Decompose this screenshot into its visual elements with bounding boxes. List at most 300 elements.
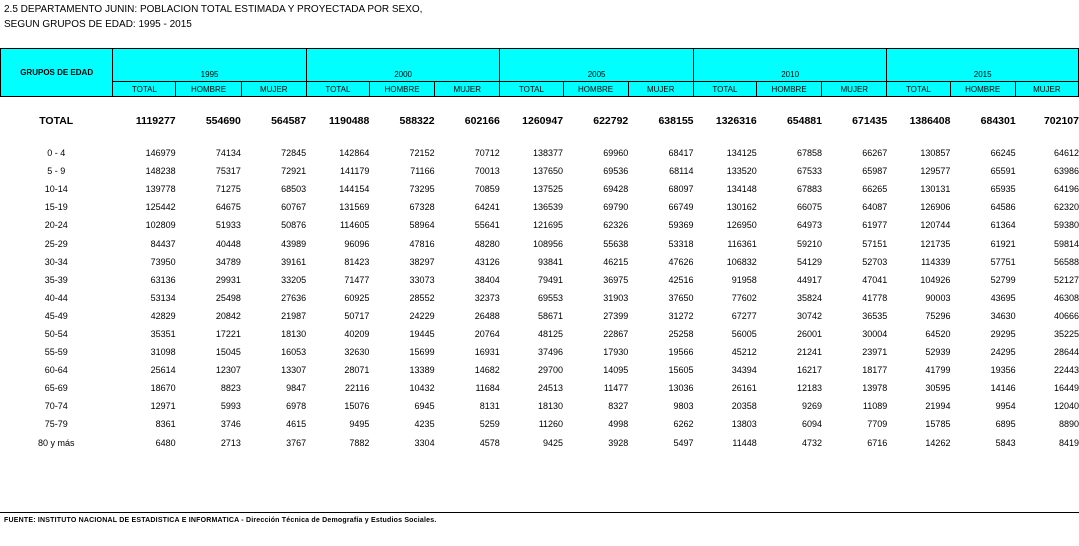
table-cell: 50876: [281, 220, 307, 231]
table-cell: 8131: [479, 401, 500, 412]
table-cell: 21994: [925, 401, 951, 412]
table-cell: 46308: [1053, 292, 1079, 303]
table-cell: 64087: [862, 202, 888, 213]
table-cell: 67277: [731, 310, 757, 321]
table-cell: 11684: [475, 383, 500, 394]
table-cell: 6978: [286, 401, 307, 412]
table-cell: 72845: [281, 148, 307, 159]
table-cell: 9425: [543, 437, 564, 448]
table-cell: 42516: [668, 274, 694, 285]
table-cell: 28644: [1053, 347, 1079, 358]
table-cell: 19445: [409, 328, 435, 339]
table-cell: 42829: [150, 310, 176, 321]
table-cell: 34789: [215, 256, 241, 267]
table-cell: 702107: [1043, 115, 1079, 127]
table-cell: 91958: [731, 274, 757, 285]
table-cell: 6094: [801, 419, 822, 430]
table-title-line-2: SEGUN GRUPOS DE EDAD: 1995 - 2015: [4, 19, 192, 30]
table-cell: 14682: [474, 365, 500, 376]
table-cell: 114339: [921, 256, 951, 267]
table-cell: 35824: [796, 292, 822, 303]
table-header: [0, 48, 1079, 97]
table-row: [0, 271, 1079, 289]
table-cell: 41778: [862, 292, 888, 303]
table-cell: 141179: [339, 166, 370, 177]
table-cell: 69553: [538, 292, 564, 303]
table-cell: 38297: [409, 256, 435, 267]
table-cell: 32373: [474, 292, 500, 303]
header-total-1995: TOTAL: [113, 82, 176, 97]
table-cell: 52939: [925, 347, 951, 358]
table-cell: 3746: [220, 419, 241, 430]
row-label: 60-64: [44, 365, 68, 376]
table-cell: 69428: [603, 184, 629, 195]
header-hombre-2015: HOMBRE: [950, 82, 1015, 97]
table-cell: 15605: [668, 365, 694, 376]
table-cell: 25258: [668, 328, 694, 339]
table-cell: 67328: [409, 202, 435, 213]
table-cell: 61364: [990, 220, 1016, 231]
table-cell: 66749: [668, 202, 694, 213]
table-cell: 59210: [796, 238, 822, 249]
row-label: 55-59: [44, 347, 68, 358]
table-cell: 121735: [920, 238, 951, 249]
table-cell: 114605: [339, 220, 370, 231]
table-cell: 68114: [669, 166, 694, 177]
table-cell: 40209: [344, 328, 370, 339]
table-cell: 137650: [533, 166, 564, 177]
table-cell: 40666: [1053, 310, 1079, 321]
table-row: [0, 325, 1079, 343]
row-label: 30-34: [44, 256, 68, 267]
table-cell: 138377: [533, 148, 564, 159]
table-cell: 6262: [673, 419, 694, 430]
source-footnote: FUENTE: INSTITUTO NACIONAL DE ESTADISTICA E INFORMATICA - Dirección Técnica de Demografía y Estudios Sociales.: [4, 517, 437, 524]
header-year-2000: 2000: [306, 49, 500, 82]
table-cell: 27399: [603, 310, 629, 321]
table-cell: 5993: [220, 401, 241, 412]
table-cell: 33073: [409, 274, 435, 285]
table-cell: 588322: [399, 115, 435, 127]
table-cell: 130162: [726, 202, 757, 213]
table-row: [0, 253, 1079, 271]
table-cell: 30595: [925, 383, 951, 394]
table-cell: 44917: [796, 274, 822, 285]
table-cell: 134125: [726, 148, 757, 159]
table-cell: 66245: [990, 148, 1016, 159]
table-cell: 36535: [862, 310, 888, 321]
table-cell: 14146: [990, 383, 1016, 394]
header-hombre-2010: HOMBRE: [757, 82, 822, 97]
table-cell: 1326316: [715, 115, 757, 127]
table-cell: 65591: [990, 166, 1016, 177]
table-cell: 48125: [538, 328, 564, 339]
table-cell: 1386408: [909, 115, 951, 127]
header-year-2010: 2010: [693, 49, 887, 82]
table-cell: 7882: [349, 437, 370, 448]
table-cell: 40448: [215, 238, 241, 249]
table-cell: 53134: [150, 292, 176, 303]
table-cell: 8419: [1058, 437, 1079, 448]
table-cell: 64612: [1053, 148, 1079, 159]
header-mujer-2015: MUJER: [1015, 82, 1078, 97]
table-row: [0, 397, 1079, 415]
table-cell: 126906: [920, 202, 951, 213]
header-year-2005: 2005: [500, 49, 694, 82]
table-cell: 15076: [344, 401, 370, 412]
table-cell: 74134: [215, 148, 241, 159]
table-cell: 29931: [215, 274, 241, 285]
table-cell: 93841: [538, 256, 564, 267]
table-cell: 20842: [215, 310, 241, 321]
table-cell: 71275: [215, 184, 241, 195]
table-cell: 58964: [409, 220, 435, 231]
table-cell: 134148: [726, 184, 757, 195]
row-label: 5 - 9: [47, 166, 66, 177]
table-cell: 139778: [145, 184, 176, 195]
table-cell: 56005: [731, 328, 757, 339]
table-cell: 30742: [796, 310, 822, 321]
table-cell: 12307: [215, 365, 241, 376]
table-cell: 144154: [339, 184, 370, 195]
header-grupos-de-edad: GRUPOS DE EDAD: [1, 49, 113, 97]
table-cell: 108956: [533, 238, 564, 249]
row-label: 25-29: [44, 238, 68, 249]
row-label: 70-74: [44, 401, 68, 412]
table-cell: 1190488: [329, 115, 370, 127]
table-cell: 33205: [281, 274, 307, 285]
table-row: [0, 144, 1079, 162]
table-cell: 84437: [150, 238, 176, 249]
table-cell: 9803: [673, 401, 694, 412]
table-cell: 28071: [344, 365, 370, 376]
table-cell: 43126: [474, 256, 500, 267]
table-cell: 67883: [796, 184, 822, 195]
table-cell: 66075: [796, 202, 822, 213]
table-cell: 5843: [995, 437, 1016, 448]
table-cell: 47626: [668, 256, 694, 267]
table-cell: 61977: [862, 220, 888, 231]
table-cell: 3767: [286, 437, 307, 448]
table-cell: 8327: [608, 401, 629, 412]
table-cell: 63986: [1053, 166, 1079, 177]
table-cell: 6480: [155, 437, 176, 448]
table-cell: 75296: [925, 310, 951, 321]
table-cell: 18130: [281, 328, 307, 339]
table-cell: 125442: [145, 202, 176, 213]
table-cell: 9954: [995, 401, 1016, 412]
table-cell: 70013: [474, 166, 500, 177]
table-cell: 64520: [925, 328, 951, 339]
table-cell: 18177: [862, 365, 888, 376]
table-cell: 17221: [215, 328, 241, 339]
table-cell: 19356: [990, 365, 1016, 376]
header-mujer-2005: MUJER: [628, 82, 693, 97]
table-row: [0, 162, 1079, 180]
table-cell: 131569: [339, 202, 370, 213]
table-cell: 564587: [271, 115, 307, 127]
table-cell: 30004: [862, 328, 888, 339]
table-cell: 20764: [474, 328, 500, 339]
table-cell: 13978: [862, 383, 888, 394]
table-cell: 72152: [409, 148, 435, 159]
header-total-2000: TOTAL: [306, 82, 369, 97]
table-cell: 69960: [603, 148, 629, 159]
table-cell: 133520: [726, 166, 757, 177]
table-cell: 58671: [538, 310, 564, 321]
table-cell: 62326: [603, 220, 629, 231]
table-cell: 68417: [668, 148, 694, 159]
table-title-line-1: 2.5 DEPARTAMENTO JUNIN: POBLACION TOTAL ESTIMADA Y PROYECTADA POR SEXO,: [4, 4, 423, 15]
table-cell: 45212: [731, 347, 757, 358]
table-cell: 55641: [474, 220, 500, 231]
table-cell: 59814: [1053, 238, 1079, 249]
table-cell: 47041: [862, 274, 888, 285]
table-cell: 7709: [867, 419, 888, 430]
table-cell: 66267: [862, 148, 888, 159]
table-row: [0, 361, 1079, 379]
table-cell: 54129: [796, 256, 822, 267]
table-cell: 12183: [796, 383, 822, 394]
table-row: [0, 434, 1079, 452]
table-row: [0, 415, 1079, 433]
table-row: [0, 379, 1079, 397]
table-cell: 121695: [533, 220, 564, 231]
table-cell: 57751: [990, 256, 1016, 267]
table-cell: 64675: [215, 202, 241, 213]
table-cell: 51933: [215, 220, 241, 231]
table-cell: 18130: [538, 401, 564, 412]
spacer-row: [0, 130, 1079, 144]
table-cell: 67533: [796, 166, 822, 177]
row-label: 45-49: [44, 310, 68, 321]
table-cell: 13803: [731, 419, 757, 430]
row-label: 10-14: [44, 184, 68, 195]
table-cell: 66265: [862, 184, 888, 195]
table-cell: 64586: [990, 202, 1016, 213]
table-row: [0, 234, 1079, 252]
table-cell: 130857: [920, 148, 951, 159]
table-cell: 24295: [990, 347, 1016, 358]
table-cell: 75317: [215, 166, 241, 177]
table-cell: 96096: [344, 238, 370, 249]
table-cell: 27636: [281, 292, 307, 303]
table-cell: 120744: [920, 220, 951, 231]
table-cell: 68503: [281, 184, 307, 195]
table-cell: 73950: [150, 256, 176, 267]
table-cell: 26001: [796, 328, 822, 339]
table-cell: 60767: [281, 202, 307, 213]
table-row: [0, 289, 1079, 307]
row-label: 15-19: [44, 202, 68, 213]
table-cell: 35351: [150, 328, 176, 339]
table-cell: 671435: [852, 115, 888, 127]
table-cell: 4998: [608, 419, 629, 430]
table-cell: 146979: [145, 148, 176, 159]
table-cell: 19566: [668, 347, 694, 358]
table-cell: 37496: [538, 347, 564, 358]
table-cell: 129577: [920, 166, 951, 177]
table-cell: 53318: [668, 238, 694, 249]
table-cell: 57151: [862, 238, 888, 249]
table-cell: 65987: [862, 166, 888, 177]
table-cell: 15785: [925, 419, 951, 430]
table-cell: 8823: [220, 383, 241, 394]
table-cell: 17930: [603, 347, 629, 358]
table-row: [0, 343, 1079, 361]
table-cell: 11260: [538, 419, 564, 430]
table-cell: 6895: [995, 419, 1016, 430]
total-row: [0, 112, 1079, 130]
table-cell: 25614: [150, 365, 176, 376]
table-cell: 16449: [1053, 383, 1079, 394]
table-cell: 36975: [603, 274, 629, 285]
table-cell: 654881: [786, 115, 822, 127]
row-label: 35-39: [44, 274, 68, 285]
table-cell: 638155: [658, 115, 694, 127]
header-total-2015: TOTAL: [887, 82, 950, 97]
table-cell: 9847: [286, 383, 307, 394]
table-cell: 26488: [474, 310, 500, 321]
row-label: 75-79: [44, 419, 68, 430]
table-cell: 21241: [796, 347, 822, 358]
table-row: [0, 216, 1079, 234]
table-cell: 14262: [925, 437, 951, 448]
table-cell: 6945: [414, 401, 435, 412]
table-cell: 554690: [205, 115, 241, 127]
table-cell: 8890: [1058, 419, 1079, 430]
table-cell: 25498: [215, 292, 241, 303]
table-cell: 1119277: [135, 115, 176, 127]
table-cell: 29700: [538, 365, 564, 376]
table-cell: 3928: [608, 437, 629, 448]
row-label: 65-69: [44, 383, 68, 394]
footer-divider: [0, 512, 1079, 513]
table-cell: 11448: [732, 437, 757, 448]
row-label: 40-44: [44, 292, 68, 303]
header-sub-row: [1, 82, 1079, 97]
header-hombre-2000: HOMBRE: [370, 82, 435, 97]
table-cell: 62320: [1053, 202, 1079, 213]
table-cell: 602166: [464, 115, 500, 127]
table-cell: 684301: [980, 115, 1016, 127]
table-cell: 37650: [668, 292, 694, 303]
table-cell: 12040: [1053, 401, 1079, 412]
table-cell: 52703: [862, 256, 888, 267]
table-cell: 3304: [414, 437, 435, 448]
table-cell: 102809: [145, 220, 176, 231]
table-cell: 60925: [344, 292, 370, 303]
table-cell: 142864: [339, 148, 370, 159]
table-cell: 65935: [990, 184, 1016, 195]
table-cell: 136539: [533, 202, 564, 213]
table-cell: 26161: [731, 383, 757, 394]
table-cell: 56588: [1053, 256, 1079, 267]
table-cell: 16217: [796, 365, 822, 376]
table-cell: 38404: [474, 274, 500, 285]
table-cell: 106832: [726, 256, 757, 267]
table-cell: 70712: [474, 148, 500, 159]
table-cell: 67858: [796, 148, 822, 159]
table-cell: 43989: [281, 238, 307, 249]
table-cell: 16053: [281, 347, 307, 358]
header-total-2010: TOTAL: [693, 82, 756, 97]
table-row: [0, 307, 1079, 325]
table-cell: 12971: [150, 401, 176, 412]
table-cell: 71166: [410, 166, 435, 177]
table-cell: 64973: [796, 220, 822, 231]
table-cell: 11477: [603, 383, 629, 394]
table-cell: 41799: [925, 365, 951, 376]
table-cell: 69536: [603, 166, 629, 177]
table-cell: 5259: [479, 419, 500, 430]
row-label: 0 - 4: [47, 148, 66, 159]
table-cell: 15699: [409, 347, 435, 358]
table-cell: 31272: [668, 310, 694, 321]
table-cell: 34630: [990, 310, 1016, 321]
header-year-2015: 2015: [887, 49, 1079, 82]
table-cell: 69790: [603, 202, 629, 213]
table-cell: 72921: [281, 166, 307, 177]
header-mujer-2000: MUJER: [435, 82, 500, 97]
table-cell: 52127: [1053, 274, 1079, 285]
table-cell: 104926: [920, 274, 951, 285]
table-cell: 13389: [409, 365, 435, 376]
table-cell: 130131: [920, 184, 951, 195]
table-cell: 73295: [409, 184, 435, 195]
table-cell: 22443: [1053, 365, 1079, 376]
table-cell: 18670: [150, 383, 176, 394]
table-cell: 622792: [593, 115, 629, 127]
table-cell: 31098: [150, 347, 176, 358]
table-cell: 22116: [344, 383, 370, 394]
table-cell: 1260947: [522, 115, 564, 127]
table-cell: 61921: [990, 238, 1016, 249]
table-cell: 79491: [538, 274, 564, 285]
table-cell: 6716: [867, 437, 888, 448]
table-cell: 15045: [215, 347, 241, 358]
table-cell: 9495: [349, 419, 370, 430]
data-table: [0, 112, 1079, 452]
table-cell: 13307: [281, 365, 307, 376]
header-mujer-1995: MUJER: [241, 82, 306, 97]
table-cell: 22867: [603, 328, 629, 339]
table-cell: 126950: [726, 220, 757, 231]
table-cell: 50717: [344, 310, 370, 321]
table-cell: 14095: [603, 365, 629, 376]
row-label: 20-24: [44, 220, 68, 231]
table-cell: 47816: [409, 238, 435, 249]
table-cell: 81423: [344, 256, 370, 267]
table-cell: 24229: [409, 310, 435, 321]
header-hombre-2005: HOMBRE: [563, 82, 628, 97]
row-label: TOTAL: [39, 115, 74, 127]
table-cell: 32630: [344, 347, 370, 358]
table-cell: 11089: [862, 401, 888, 412]
table-cell: 68097: [668, 184, 694, 195]
table-cell: 4578: [479, 437, 500, 448]
header-total-2005: TOTAL: [500, 82, 563, 97]
table-cell: 31903: [603, 292, 629, 303]
table-cell: 34394: [731, 365, 757, 376]
table-cell: 8361: [155, 419, 176, 430]
table-cell: 16931: [474, 347, 500, 358]
table-cell: 70859: [474, 184, 500, 195]
table-cell: 35225: [1053, 328, 1079, 339]
table-cell: 4235: [414, 419, 435, 430]
table-cell: 71477: [344, 274, 370, 285]
table-cell: 64241: [474, 202, 500, 213]
